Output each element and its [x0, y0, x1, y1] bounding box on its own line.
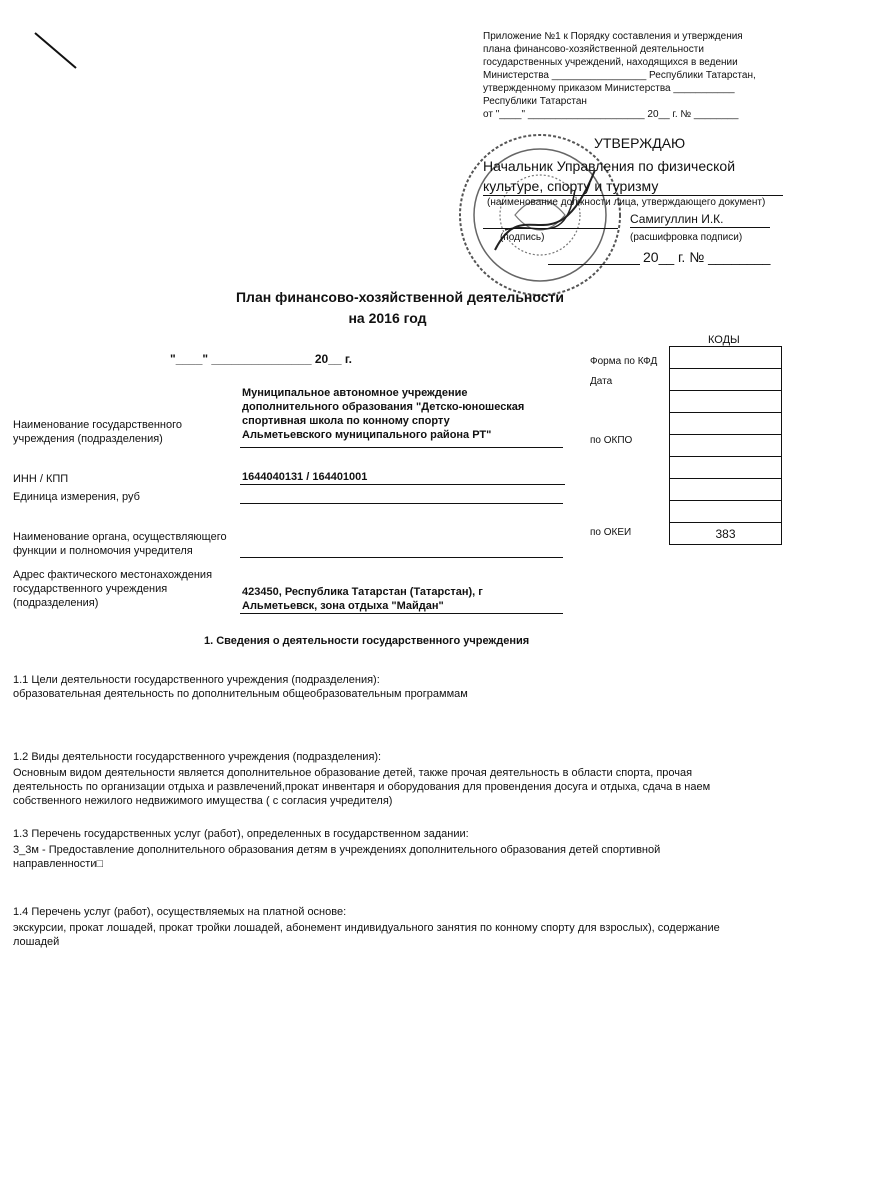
organ-underline: [240, 556, 563, 558]
value-line: 423450, Республика Татарстан (Татарстан), г: [242, 586, 483, 598]
subsection-text: деятельность по организации отдыха и развлечений,прокат инвентаря и оборудования для провендения досуга и отдыха, сдача в наем: [13, 781, 711, 793]
value-line: Альметьевск, зона отдыха "Майдан": [242, 600, 444, 612]
appendix-line: утвержденному приказом Министерства ___________: [483, 83, 735, 94]
appendix-line: плана финансово-хозяйственной деятельности: [483, 44, 704, 55]
organ-label: [13, 530, 227, 558]
subsection-text: собственного нежилого недвижимого имущества ( с согласия учредителя): [13, 795, 393, 807]
address-label: [13, 568, 212, 610]
subsection-text: направленности□: [13, 858, 104, 870]
appendix-line: Министерства _________________ Республики Татарстан,: [483, 70, 756, 81]
approver-position-line1: Начальник Управления по физической: [483, 158, 736, 174]
unit-label: Единица измерения, руб: [13, 491, 140, 503]
appendix-block: [483, 30, 763, 121]
code-cell: [670, 457, 782, 479]
institution-underline: [240, 446, 563, 448]
plan-year: на 2016 год: [348, 310, 427, 326]
signature-line: [483, 227, 618, 229]
subsection-text: лошадей: [13, 936, 60, 948]
section-heading: 1. Сведения о деятельности государственного учреждения: [204, 635, 530, 647]
code-cell: [670, 413, 782, 435]
okpo-label: по ОКПО: [590, 435, 633, 446]
date-label: Дата: [590, 376, 613, 387]
appendix-line: государственных учреждений, находящихся в ведении: [483, 57, 738, 68]
label-line: (подразделения): [13, 597, 99, 609]
okei-label: по ОКЕИ: [590, 527, 632, 538]
institution-label: [13, 418, 182, 446]
address-underline: [240, 612, 563, 614]
approve-heading: УТВЕРЖДАЮ: [594, 135, 686, 151]
codes-header: КОДЫ: [708, 334, 740, 346]
subsection-title: 1.4 Перечень услуг (работ), осуществляемых на платной основе:: [13, 906, 347, 918]
code-cell-okpo: [670, 435, 782, 457]
code-cell: [670, 479, 782, 501]
inn-label: ИНН / КПП: [13, 473, 69, 485]
value-line: дополнительного образования "Детско-юношеская: [242, 401, 525, 413]
official-seal-icon: [455, 130, 625, 300]
label-line: государственного учреждения: [13, 583, 168, 595]
appendix-line: Приложение №1 к Порядку составления и утверждения: [483, 31, 743, 42]
label-line: Адрес фактического местонахождения: [13, 569, 213, 581]
code-cell-okei: 383: [670, 523, 782, 545]
subsection-title: 1.2 Виды деятельности государственного учреждения (подразделения):: [13, 751, 382, 763]
section-1-2: [13, 750, 863, 808]
plan-date: "____" _______________ 20__ г.: [170, 352, 353, 366]
code-cell: [670, 391, 782, 413]
subsection-title: 1.1 Цели деятельности государственного учреждения (подразделения):: [13, 674, 380, 686]
codes-table: [669, 346, 782, 545]
section-1-3: [13, 827, 863, 871]
subsection-text: Основным видом деятельности является дополнительное образование детей, также прочая деятельность в области спорта, прочая: [13, 767, 693, 779]
form-label: Форма по КФД: [590, 356, 658, 367]
section-1-4: [13, 905, 863, 949]
label-line: Наименование государственного: [13, 419, 183, 431]
code-cell-date: [670, 369, 782, 391]
approval-date-line: [548, 263, 640, 265]
appendix-line: от "____" _____________________ 20__ г. № ________: [483, 109, 739, 120]
institution-name: [242, 386, 564, 442]
scan-mark: [30, 28, 80, 73]
label-line: Наименование органа, осуществляющего: [13, 531, 227, 543]
section-1-1: [13, 673, 853, 701]
value-line: Муниципальное автономное учреждение: [242, 387, 468, 399]
value-line: Альметьевского муниципального района РТ": [242, 429, 492, 441]
subsection-text: 3_3м - Предоставление дополнительного образования детям в учреждениях дополнительного образования детей спортивной: [13, 844, 661, 856]
page-title: План финансово-хозяйственной деятельности: [235, 289, 565, 305]
code-cell-form: [670, 347, 782, 369]
approval-date: 20__ г. № ________: [643, 249, 771, 265]
subsection-title: 1.3 Перечень государственных услуг (работ), определенных в государственном задании:: [13, 828, 469, 840]
signature-caption: (подпись): [500, 232, 545, 243]
subsection-text: образовательная деятельность по дополнительным общеобразовательным программам: [13, 688, 468, 700]
value-line: спортивная школа по конному спорту: [242, 415, 450, 427]
appendix-line: Республики Татарстан: [483, 96, 587, 107]
label-line: учреждения (подразделения): [13, 433, 163, 445]
decode-caption: (расшифровка подписи): [630, 232, 743, 243]
address-value: [242, 585, 564, 613]
unit-underline: [240, 502, 563, 504]
label-line: функции и полномочия учредителя: [13, 545, 193, 557]
signer-name: Самигуллин И.К.: [630, 212, 770, 228]
inn-value: 1644040131 / 164401001: [240, 470, 565, 485]
approver-position-line2: культуре, спорту и туризму: [483, 178, 783, 196]
position-caption: (наименование должности лица, утверждающего документ): [487, 197, 766, 208]
code-cell: [670, 501, 782, 523]
subsection-text: экскурсии, прокат лошадей, прокат тройки лошадей, абонемент индивидуального занятия по конному спорту для взрослых), содержание: [13, 922, 720, 934]
